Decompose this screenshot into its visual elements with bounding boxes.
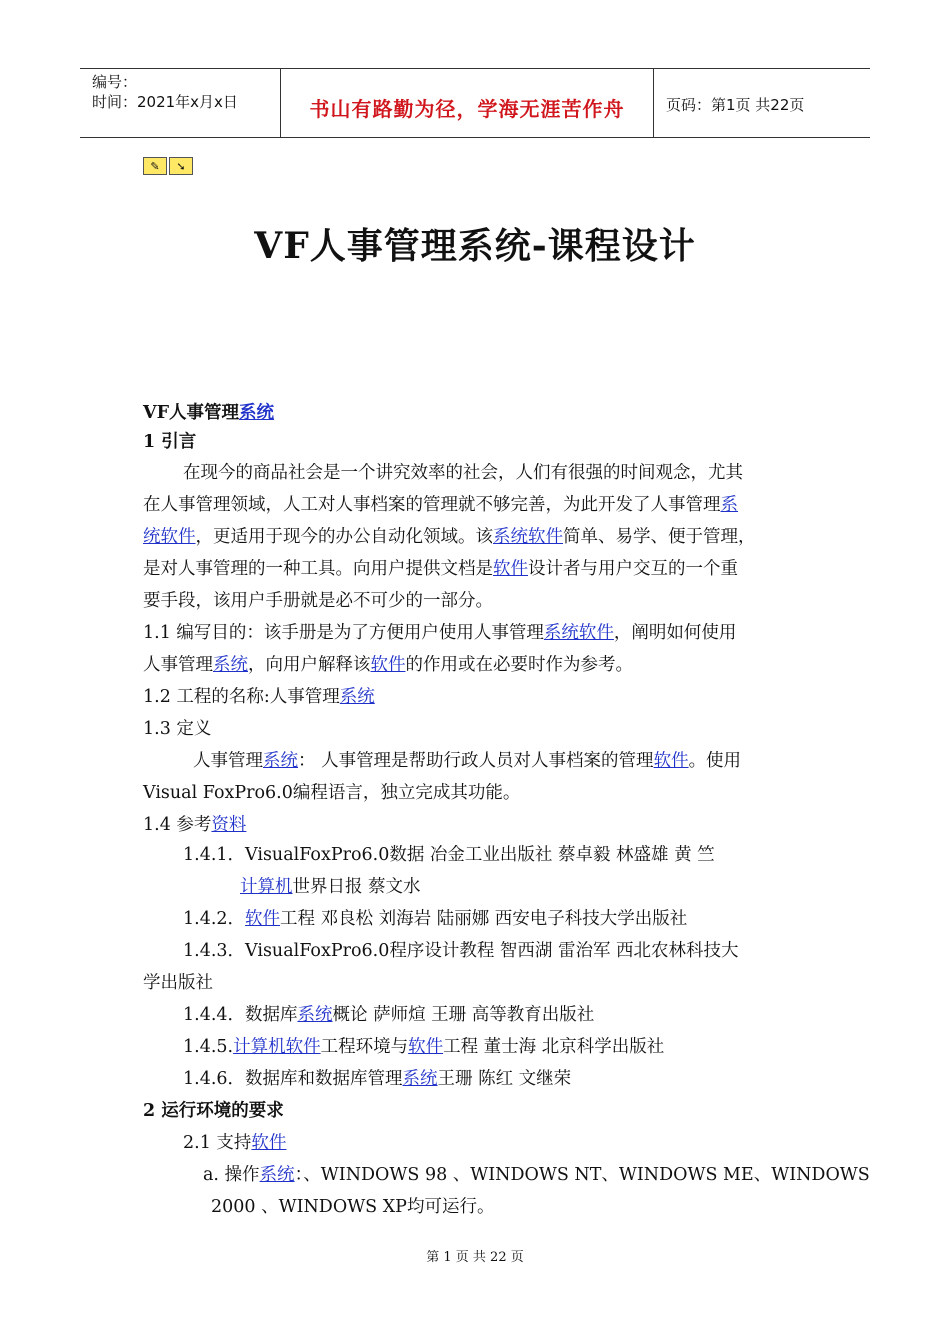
s12-text: 1.2 工程的名称:人事管理 <box>143 687 340 707</box>
para1-line2 <box>143 493 738 517</box>
page-header <box>80 68 870 138</box>
link-software[interactable]: 软件 <box>245 909 281 929</box>
page-footer: 第 1 页 共 22 页 <box>426 1250 524 1265</box>
doc-icons <box>143 157 195 175</box>
date-label: 时间：2021年x月x日 <box>92 93 238 111</box>
ref6-text: 1.4.6．数据库和数据库管理 <box>183 1069 403 1089</box>
link-system[interactable]: 系统 <box>213 655 248 675</box>
ref5-mid: 工程环境与 <box>320 1037 409 1057</box>
reference-5 <box>183 1035 664 1059</box>
def-tail: 。使用 <box>688 751 742 771</box>
para1-line3-tail: 简单、易学、便于管理， <box>563 527 756 547</box>
s21-text: 2.1 支持 <box>183 1133 252 1153</box>
link-software[interactable]: 软件 <box>408 1037 444 1057</box>
ref6-tail: 王珊 陈红 文继荣 <box>437 1069 572 1089</box>
link-software[interactable]: 软件 <box>251 1133 287 1153</box>
s11-l2-tail: 的作用或在必要时作为参考。 <box>405 655 633 675</box>
section-1-4 <box>143 813 246 837</box>
reference-1-line2 <box>240 875 421 899</box>
s11-l2-text: 人事管理 <box>143 655 213 675</box>
header-motto-cell <box>281 69 654 137</box>
section-1-3: 1.3 定义 <box>143 719 212 739</box>
ref4-text: 1.4.4．数据库 <box>183 1005 298 1025</box>
para1-line4-tail: 设计者与用户交互的一个重 <box>528 559 738 579</box>
link-software[interactable]: 统软件 <box>143 527 196 547</box>
link-computer-software[interactable]: 计算机软件 <box>233 1037 321 1057</box>
reference-3-line2: 学出版社 <box>143 973 213 993</box>
link-system-software[interactable]: 系统软件 <box>543 623 614 643</box>
ref5-num: 1.4.5. <box>183 1037 234 1057</box>
section-1-heading: 1 引言 <box>143 432 197 452</box>
item-a-text: a. 操作 <box>203 1165 260 1185</box>
reference-1: 1.4.1．VisualFoxPro6.0数据 冶金工业出版社 蔡卓毅 林盛雄 黄 竺 <box>183 845 715 865</box>
para1-line5: 要手段，该用户手册就是必不可少的一部分。 <box>143 591 493 611</box>
link-system[interactable]: 系统 <box>263 751 298 771</box>
reference-4 <box>183 1003 594 1027</box>
heading-text: VF人事管理 <box>143 403 240 423</box>
header-page-cell <box>654 69 870 137</box>
def-mid: ： 人事管理是帮助行政人员对人事档案的管理 <box>298 751 654 771</box>
reference-3: 1.4.3．VisualFoxPro6.0程序设计教程 智西湖 雷治军 西北农林科技大 <box>183 941 739 961</box>
link-computer[interactable]: 计算机 <box>240 877 293 897</box>
para1-line1: 在现今的商品社会是一个讲究效率的社会，人们有很强的时间观念，尤其 <box>183 463 743 483</box>
ref5-tail: 工程 董士海 北京科学出版社 <box>443 1037 665 1057</box>
link-system[interactable]: 系统 <box>239 403 275 423</box>
s11-l2-mid: ，向用户解释该 <box>248 655 371 675</box>
section-2-heading: 2 运行环境的要求 <box>143 1101 284 1121</box>
reference-2 <box>183 907 687 931</box>
link-software[interactable]: 软件 <box>653 751 689 771</box>
edit-icon[interactable]: ✎ <box>143 157 167 175</box>
link-materials[interactable]: 资料 <box>211 815 247 835</box>
s11-text: 1.1 编写目的：该手册是为了方便用户使用人事管理 <box>143 623 544 643</box>
item-a-tail: ：、WINDOWS 98 、WINDOWS NT、WINDOWS ME、WINDOWS <box>294 1165 870 1185</box>
ref4-tail: 概论 萨师煊 王珊 高等教育出版社 <box>332 1005 595 1025</box>
ref1-l2-text: 世界日报 蔡文水 <box>292 877 421 897</box>
link-system[interactable]: 系统 <box>297 1005 333 1025</box>
link-system[interactable]: 系 <box>720 495 738 515</box>
item-a-line1 <box>203 1163 870 1187</box>
section-1-2 <box>143 685 375 709</box>
number-label: 编号： <box>92 73 138 91</box>
section-1-1 <box>143 621 736 645</box>
definition-line2: Visual FoxPro6.0编程语言，独立完成其功能。 <box>143 783 521 803</box>
link-system[interactable]: 系统 <box>339 687 375 707</box>
item-a-line2: 2000 、WINDOWS XP均可运行。 <box>211 1197 495 1217</box>
document-title: VF人事管理系统-课程设计 <box>254 225 696 267</box>
para1-line2-text: 在人事管理领域，人工对人事档案的管理就不够完善，为此开发了人事管理 <box>143 495 721 515</box>
para1-line4 <box>143 557 738 581</box>
def-text: 人事管理 <box>193 751 263 771</box>
page-info: 页码：第1页 共22页 <box>666 96 805 114</box>
link-software[interactable]: 软件 <box>370 655 406 675</box>
section-1-1-line2 <box>143 653 633 677</box>
link-system[interactable]: 系统 <box>402 1069 438 1089</box>
link-software[interactable]: 软件 <box>493 559 528 579</box>
para1-line3 <box>143 525 756 549</box>
heading-vf <box>143 401 274 425</box>
motto: 书山有路勤为径，学海无涯苦作舟 <box>309 97 625 121</box>
link-system-software[interactable]: 系统软件 <box>493 527 563 547</box>
header-meta-cell <box>80 69 281 137</box>
ref2-num: 1.4.2． <box>183 909 246 929</box>
para1-line3-text: ，更适用于现今的办公自动化领域。该 <box>195 527 493 547</box>
link-system[interactable]: 系统 <box>259 1165 295 1185</box>
reference-6 <box>183 1067 571 1091</box>
arrow-icon[interactable]: ➘ <box>169 157 193 175</box>
s14-text: 1.4 参考 <box>143 815 212 835</box>
section-2-1 <box>183 1131 286 1155</box>
definition-line1 <box>193 749 741 773</box>
ref2-text: 工程 邓良松 刘海岩 陆丽娜 西安电子科技大学出版社 <box>280 909 688 929</box>
s11-tail: ，阐明如何使用 <box>613 623 737 643</box>
para1-line4-text: 是对人事管理的一种工具。向用户提供文档是 <box>143 559 493 579</box>
